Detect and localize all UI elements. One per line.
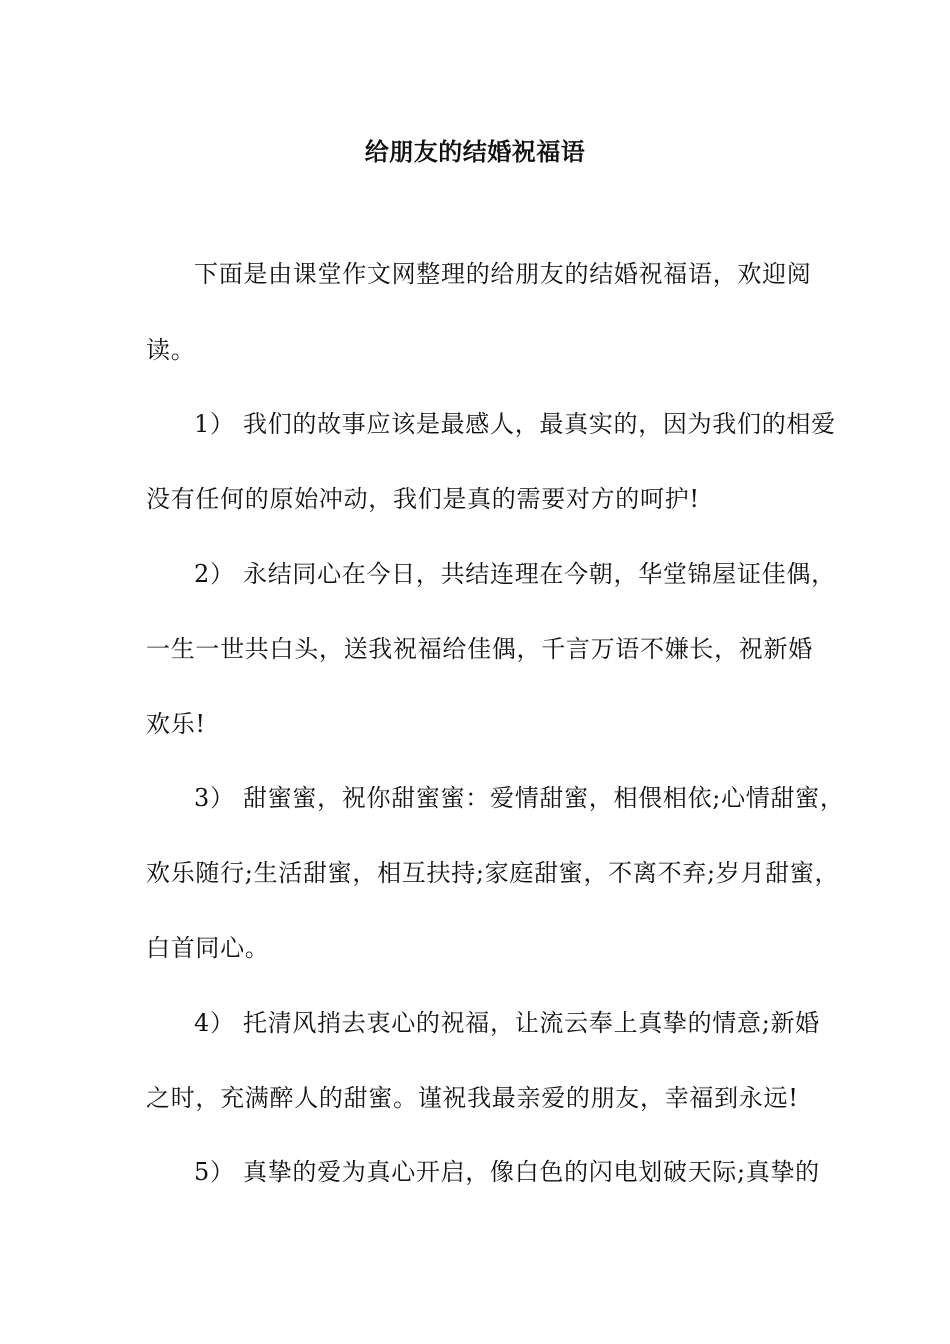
text-line: 4） 托清风捎去衷心的祝福，让流云奉上真挚的情意;新婚 (194, 1009, 820, 1037)
text-line: 欢乐随行;生活甜蜜，相互扶持;家庭甜蜜，不离不弃;岁月甜蜜， (146, 859, 840, 887)
text-line: 没有任何的原始冲动，我们是真的需要对方的呵护! (146, 485, 700, 513)
document-title: 给朋友的结婚祝福语 (364, 137, 586, 166)
text-line: 下面是由课堂作文网整理的给朋友的结婚祝福语，欢迎阅 (194, 260, 812, 288)
text-line: 白首同心。 (146, 934, 270, 962)
text-line: 2） 永结同心在今日，共结连理在今朝，华堂锦屋证佳偶， (194, 560, 836, 588)
text-line: 一生一世共白头，送我祝福给佳偶，千言万语不嫌长，祝新婚 (146, 635, 813, 663)
text-line: 5） 真挚的爱为真心开启，像白色的闪电划破天际;真挚的 (194, 1158, 820, 1186)
text-line: 3） 甜蜜蜜，祝你甜蜜蜜：爱情甜蜜，相偎相依;心情甜蜜， (194, 784, 845, 812)
text-line: 欢乐! (146, 710, 206, 738)
text-line: 读。 (146, 336, 196, 364)
text-line: 1） 我们的故事应该是最感人，最真实的，因为我们的相爱 (194, 410, 836, 438)
text-line: 之时，充满醉人的甜蜜。谨祝我最亲爱的朋友，幸福到永远! (146, 1084, 799, 1112)
